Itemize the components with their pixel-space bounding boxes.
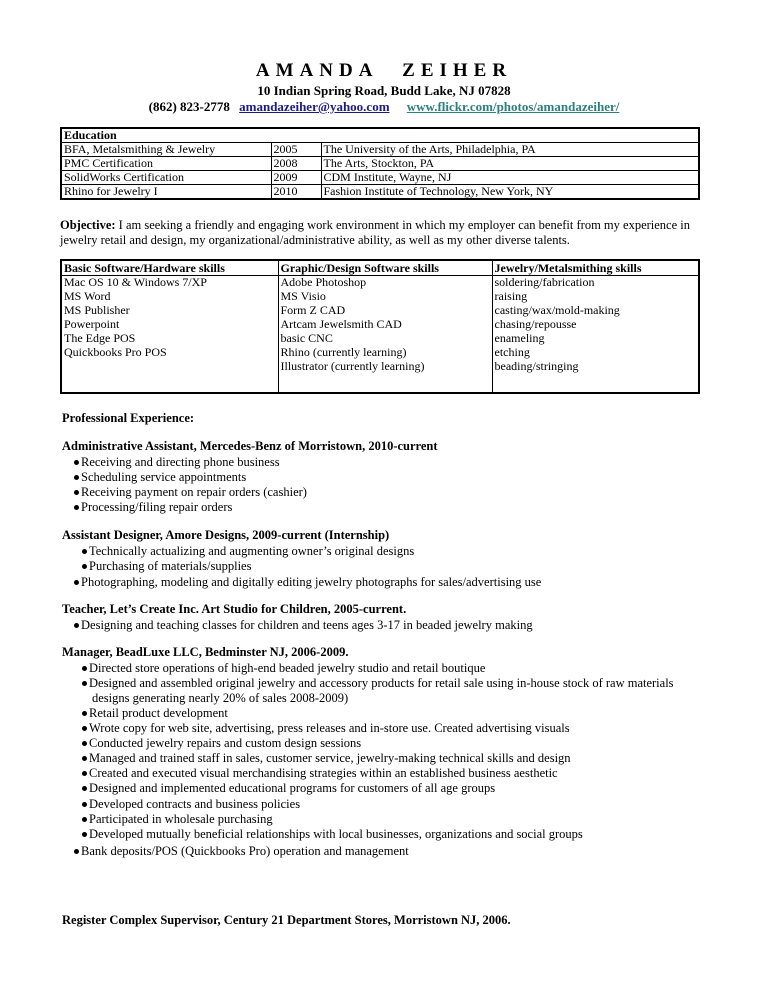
skill-item: Quickbooks Pro POS xyxy=(64,345,167,359)
skill-item: etching xyxy=(494,345,530,359)
job-bullet: Scheduling service appointments xyxy=(74,470,246,485)
skill-item: casting/wax/mold-making xyxy=(494,303,620,317)
skills-table xyxy=(60,259,700,394)
skills-header-jewelry: Jewelry/Metalsmithing skills xyxy=(492,260,699,276)
education-school: CDM Institute, Wayne, NJ xyxy=(321,171,699,185)
education-school: The Arts, Stockton, PA xyxy=(321,157,699,171)
skill-item: Powerpoint xyxy=(64,317,120,331)
job-bullet: Developed contracts and business policies xyxy=(82,797,300,812)
job-bullet: Receiving and directing phone business xyxy=(74,455,280,470)
skill-item: The Edge POS xyxy=(64,331,136,345)
job-title: Assistant Designer, Amore Designs, 2009-current (Internship) xyxy=(62,528,390,542)
skill-item: Rhino (currently learning) xyxy=(280,345,407,359)
phone-number: (862) 823-2778 xyxy=(148,99,230,114)
job-bullet: Designed and assembled original jewelry and accessory products for retail sale using in-house stock of raw materials xyxy=(82,676,674,691)
job-bullet: Receiving payment on repair orders (cashier) xyxy=(74,485,307,500)
education-year: 2009 xyxy=(271,171,321,185)
job-bullet: Technically actualizing and augmenting owner’s original designs xyxy=(82,544,414,559)
skill-item: MS Word xyxy=(64,289,111,303)
skill-item: MS Publisher xyxy=(64,303,130,317)
skill-item: raising xyxy=(494,289,528,303)
skill-item: soldering/fabrication xyxy=(494,275,595,289)
objective-text: I am seeking a friendly and engaging work environment in which my employer can benefit from my experience in jewelry retail and design, my organizational/administrative ability, as well as my other diverse talents. xyxy=(60,218,690,247)
email-link[interactable]: amandazeiher@yahoo.com xyxy=(239,99,390,114)
education-row xyxy=(61,185,699,200)
skills-column-basic xyxy=(61,276,278,394)
contact-line xyxy=(0,99,768,115)
job-title: Manager, BeadLuxe LLC, Bedminster NJ, 2006-2009. xyxy=(62,645,349,659)
job-bullet: Photographing, modeling and digitally editing jewelry photographs for sales/advertising use xyxy=(74,575,541,590)
education-heading: Education xyxy=(61,128,699,143)
education-degree: Rhino for Jewelry I xyxy=(61,185,271,200)
experience-heading: Professional Experience: xyxy=(62,411,195,425)
education-school: Fashion Institute of Technology, New York, NY xyxy=(321,185,699,200)
job-title: Teacher, Let’s Create Inc. Art Studio for Children, 2005-current. xyxy=(62,602,407,616)
job-bullet: Purchasing of materials/supplies xyxy=(82,559,251,574)
skills-header-basic: Basic Software/Hardware skills xyxy=(61,260,278,276)
education-year: 2008 xyxy=(271,157,321,171)
skill-item: chasing/repousse xyxy=(494,317,577,331)
skill-item: basic CNC xyxy=(280,331,333,345)
address-line: 10 Indian Spring Road, Budd Lake, NJ 07828 xyxy=(257,83,511,98)
job-bullet: Participated in wholesale purchasing xyxy=(82,812,273,827)
skill-item: Artcam Jewelsmith CAD xyxy=(280,317,402,331)
skills-column-graphic xyxy=(278,276,492,394)
job-title: Register Complex Supervisor, Century 21 Department Stores, Morristown NJ, 2006. xyxy=(62,913,511,927)
skill-item: Illustrator (currently learning) xyxy=(280,359,425,373)
education-degree: BFA, Metalsmithing & Jewelry xyxy=(61,143,271,157)
job-bullet: Directed store operations of high-end beaded jewelry studio and retail boutique xyxy=(82,661,485,676)
job-bullet: Retail product development xyxy=(82,706,228,721)
skill-item: beading/stringing xyxy=(494,359,579,373)
skill-item: enameling xyxy=(494,331,545,345)
skill-item: Mac OS 10 & Windows 7/XP xyxy=(64,275,207,289)
job-bullet: Designing and teaching classes for children and teens ages 3-17 in beaded jewelry making xyxy=(74,618,533,633)
skills-header-graphic: Graphic/Design Software skills xyxy=(278,260,492,276)
education-row xyxy=(61,143,699,157)
job-bullet-continuation: designs generating nearly 20% of sales 2008-2009) xyxy=(92,691,349,705)
education-school: The University of the Arts, Philadelphia, PA xyxy=(321,143,699,157)
resume-name: AMANDA ZEIHER xyxy=(255,60,513,81)
job-bullet: Designed and implemented educational programs for customers of all age groups xyxy=(82,781,495,796)
skill-item: Form Z CAD xyxy=(280,303,346,317)
objective-label: Objective: xyxy=(60,218,116,232)
job-bullet: Conducted jewelry repairs and custom design sessions xyxy=(82,736,361,751)
education-degree: PMC Certification xyxy=(61,157,271,171)
job-title: Administrative Assistant, Mercedes-Benz of Morristown, 2010-current xyxy=(62,439,438,453)
education-table xyxy=(60,127,700,200)
education-degree: SolidWorks Certification xyxy=(61,171,271,185)
job-bullet: Created and executed visual merchandising strategies within an established business aesthetic xyxy=(82,766,558,781)
education-row xyxy=(61,171,699,185)
job-bullet: Processing/filing repair orders xyxy=(74,500,232,515)
job-bullet: Developed mutually beneficial relationships with local businesses, organizations and social groups xyxy=(82,827,583,842)
education-year: 2010 xyxy=(271,185,321,200)
job-bullet: Wrote copy for web site, advertising, press releases and in-store use. Created advertising visuals xyxy=(82,721,570,736)
education-row xyxy=(61,157,699,171)
skill-item: Adobe Photoshop xyxy=(280,275,367,289)
job-bullet: Managed and trained staff in sales, customer service, jewelry-making technical skills and design xyxy=(82,751,571,766)
website-link[interactable]: www.flickr.com/photos/amandazeiher/ xyxy=(406,99,620,114)
job-bullet: Bank deposits/POS (Quickbooks Pro) operation and management xyxy=(74,844,409,859)
skills-column-jewelry xyxy=(492,276,699,394)
skill-item: MS Visio xyxy=(280,289,326,303)
objective-paragraph xyxy=(60,218,710,248)
education-year: 2005 xyxy=(271,143,321,157)
